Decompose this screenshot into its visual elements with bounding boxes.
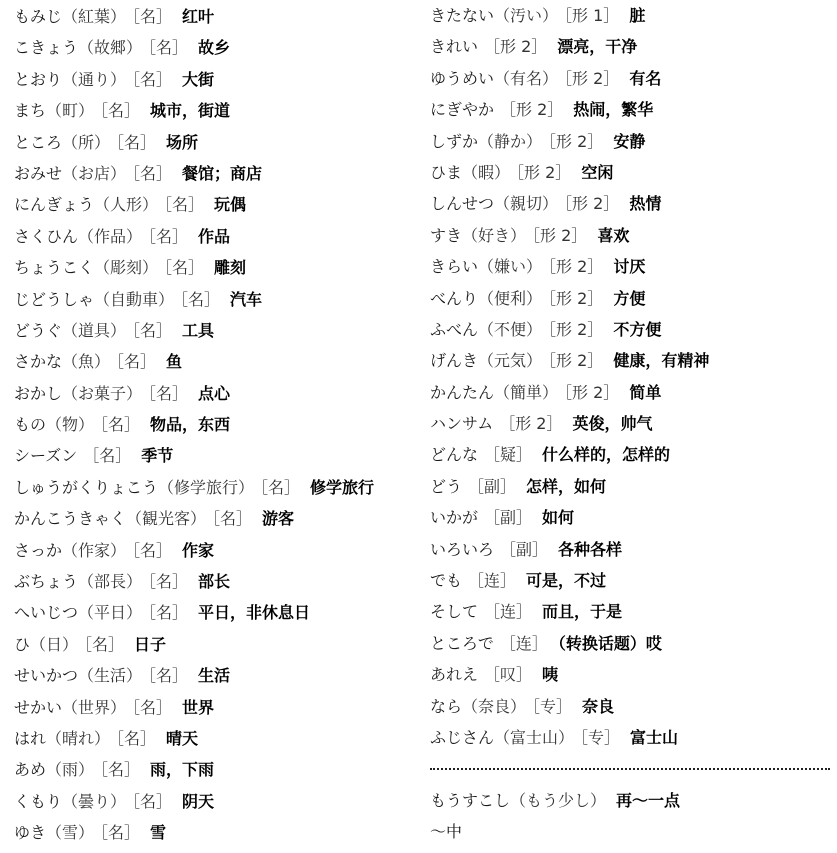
vocab-entry	[430, 251, 830, 282]
vocab-entry	[14, 158, 424, 189]
entry-part-of-speech: ［形 2］	[548, 257, 604, 277]
entry-kana: シーズン	[14, 446, 78, 466]
entry-meaning: 游客	[262, 509, 295, 529]
vocab-entry	[430, 126, 830, 157]
entry-kana: もみじ	[14, 7, 63, 26]
entry-kana: きたない	[430, 6, 495, 25]
entry-part-of-speech: ［名］	[132, 540, 173, 560]
entry-kanji: （親切）	[494, 194, 559, 214]
entry-meaning: 场所	[166, 132, 199, 152]
entry-meaning: 不方便	[613, 319, 662, 339]
entry-part-of-speech: ［形 2］	[548, 288, 604, 308]
entry-meaning: 健康，有精神	[613, 351, 710, 371]
entry-kanji: （道具）	[62, 320, 127, 340]
entry-meaning: 怎样，如何	[526, 476, 607, 496]
entry-kana: ひま	[430, 162, 463, 182]
entry-kana: せいかつ	[14, 666, 79, 686]
vocab-entry	[430, 157, 830, 188]
entry-kana: なら	[430, 696, 463, 716]
entry-kanji: （物）	[46, 415, 95, 435]
entry-kanji: （汚い）	[494, 6, 559, 25]
vocab-entry	[14, 692, 424, 723]
entry-meaning: 日子	[134, 634, 167, 654]
entry-kanji: （簡単）	[494, 382, 559, 402]
entry-part-of-speech: ［名］	[212, 509, 253, 529]
entry-meaning: 世界	[182, 697, 215, 717]
entry-part-of-speech: ［形 2］	[484, 37, 548, 57]
entry-meaning: 阴天	[182, 791, 215, 811]
entry-part-of-speech: ［名］	[132, 791, 173, 811]
entry-meaning: 如何	[542, 508, 575, 528]
entry-kanji: （生活）	[78, 666, 143, 686]
vocab-entry	[430, 722, 830, 753]
entry-kana: しんせつ	[430, 194, 495, 214]
entry-kana: しずか	[430, 131, 479, 151]
entry-kanji: （富士山）	[494, 727, 575, 747]
vocab-entry	[14, 32, 424, 63]
entry-meaning: 故乡	[198, 38, 231, 58]
vocab-entry	[430, 502, 830, 533]
entry-kana: もうすこし	[430, 790, 511, 810]
vocab-entry	[430, 0, 830, 31]
entry-meaning: 部长	[198, 572, 231, 592]
vocab-entry	[14, 284, 424, 315]
entry-meaning: 脏	[629, 6, 646, 25]
entry-part-of-speech: ［名］	[148, 572, 189, 592]
entry-meaning: 鱼	[166, 352, 183, 372]
entry-meaning: 热情	[629, 194, 662, 214]
entry-kanji: （もう少し）	[510, 790, 607, 810]
entry-kana: そして	[430, 602, 479, 622]
entry-kana: にんぎょう	[14, 195, 95, 215]
entry-kanji: （紅葉）	[62, 7, 127, 26]
entry-meaning: 有名	[629, 68, 662, 88]
vocab-entry	[430, 63, 830, 94]
entry-meaning: 可是，不过	[526, 571, 607, 591]
entry-meaning: 城市，街道	[150, 101, 231, 121]
entry-kana: いかが	[430, 508, 479, 528]
entry-kana: こきょう	[14, 38, 79, 58]
vocab-entry	[430, 188, 830, 219]
entry-meaning: 咦	[542, 665, 559, 685]
entry-part-of-speech: ［名］	[84, 634, 125, 654]
vocabulary-column-left	[14, 0, 424, 849]
entry-part-of-speech: ［形 2］	[564, 194, 620, 214]
vocab-entry	[430, 659, 830, 690]
entry-kanji: （雨）	[46, 760, 95, 780]
entry-meaning: 漂亮，干净	[557, 37, 638, 57]
entry-kanji: （彫刻）	[94, 258, 159, 278]
entry-part-of-speech: ［副］	[468, 476, 517, 496]
entry-part-of-speech: ［副］	[484, 508, 533, 528]
vocab-entry	[14, 597, 424, 628]
entry-part-of-speech: ［形 2］	[548, 351, 604, 371]
entry-part-of-speech: ［副］	[500, 539, 549, 559]
suffix-term	[430, 816, 462, 847]
entry-kanji: （通り）	[62, 69, 127, 89]
vocabulary-column-right	[430, 0, 830, 848]
vocab-entry	[430, 565, 830, 596]
suffix-text: ～中	[430, 822, 463, 842]
vocab-entry	[430, 439, 830, 470]
entry-kana: ひ	[14, 634, 31, 654]
entry-kanji: （世界）	[62, 697, 127, 717]
entry-kanji: （所）	[62, 132, 111, 152]
entry-kana: はれ	[14, 728, 47, 748]
entry-kanji: （自動車）	[94, 289, 175, 309]
entry-meaning: 再～一点	[616, 790, 681, 810]
entry-kana: いろいろ	[430, 539, 495, 559]
entry-kana: あれえ	[430, 665, 479, 685]
vocab-entry	[430, 691, 830, 722]
entry-kana: あめ	[14, 760, 47, 780]
entry-kanji: （平日）	[78, 603, 143, 623]
entry-part-of-speech: ［疑］	[484, 445, 533, 465]
entry-kana: おみせ	[14, 163, 63, 183]
entry-kanji: （作品）	[78, 226, 143, 246]
entry-kana: へいじつ	[14, 603, 79, 623]
entry-meaning: 英俊，帅气	[572, 414, 653, 434]
vocab-entry	[14, 786, 424, 817]
vocab-entry	[14, 127, 424, 158]
entry-meaning: 富士山	[630, 727, 679, 747]
entry-meaning: 作家	[182, 540, 215, 560]
entry-kana: すき	[430, 225, 463, 245]
entry-part-of-speech: ［叹］	[484, 665, 533, 685]
entry-part-of-speech: ［连］	[484, 602, 533, 622]
entry-meaning: 作品	[198, 226, 231, 246]
entry-kana: もの	[14, 415, 47, 435]
entry-part-of-speech: ［形 2］	[548, 319, 604, 339]
entry-part-of-speech: ［名］	[164, 195, 205, 215]
entry-kanji: （お店）	[62, 163, 127, 183]
entry-part-of-speech: ［名］	[83, 446, 132, 466]
entry-kana: げんき	[430, 351, 479, 371]
entry-kana: さっか	[14, 540, 63, 560]
entry-meaning: 奈良	[582, 696, 615, 716]
vocab-entry	[14, 409, 424, 440]
entry-part-of-speech: ［名］	[116, 352, 157, 372]
entry-part-of-speech: ［名］	[100, 823, 141, 843]
entry-kana: でも	[430, 571, 463, 591]
entry-part-of-speech: ［专］	[580, 727, 621, 747]
entry-kanji: （雪）	[46, 823, 95, 843]
entry-kana: ふじさん	[430, 727, 495, 747]
entry-kana: くもり	[14, 791, 63, 811]
entry-part-of-speech: ［名］	[100, 415, 141, 435]
entry-part-of-speech: ［名］	[100, 101, 141, 121]
vocab-entry	[14, 723, 424, 754]
entry-part-of-speech: ［名］	[148, 603, 189, 623]
vocab-entry	[14, 817, 424, 848]
entry-part-of-speech: ［连］	[499, 633, 548, 653]
entry-kana: にぎやか	[430, 100, 495, 120]
entry-kanji: （静か）	[478, 131, 543, 151]
entry-part-of-speech: ［名］	[148, 226, 189, 246]
vocab-entry	[14, 535, 424, 566]
entry-part-of-speech: ［形 2］	[564, 382, 620, 402]
entry-kanji: （町）	[46, 101, 95, 121]
entry-kanji: （晴れ）	[46, 728, 111, 748]
entry-meaning: 简单	[629, 382, 662, 402]
entry-meaning: 安静	[613, 131, 646, 151]
entry-part-of-speech: ［名］	[148, 38, 189, 58]
entry-kana: どう	[430, 476, 463, 496]
entry-kana: べんり	[430, 288, 479, 308]
entry-kanji: （故郷）	[78, 38, 143, 58]
entry-kana: ところで	[430, 633, 494, 653]
entry-meaning: 汽车	[230, 289, 263, 309]
entry-meaning: 空闲	[581, 162, 614, 182]
vocab-entry	[430, 534, 830, 565]
entry-kana: どうぐ	[14, 320, 63, 340]
entry-kanji: （好き）	[462, 225, 527, 245]
entry-meaning: 修学旅行	[310, 477, 375, 497]
vocab-entry-suffix	[430, 816, 830, 847]
entry-part-of-speech: ［形 2］	[500, 100, 564, 120]
entry-part-of-speech: ［专］	[532, 696, 573, 716]
entry-kana: ぶちょう	[14, 572, 79, 592]
entry-meaning: 工具	[182, 320, 215, 340]
entry-kana: ちょうこく	[14, 258, 95, 278]
vocab-entry	[14, 566, 424, 597]
entry-kanji: （観光客）	[126, 509, 207, 529]
entry-part-of-speech: ［名］	[164, 258, 205, 278]
entry-kanji: （奈良）	[462, 696, 527, 716]
vocab-entry	[14, 189, 424, 220]
entry-kanji: （有名）	[494, 68, 559, 88]
entry-part-of-speech: ［连］	[468, 571, 517, 591]
entry-kanji: （部長）	[78, 572, 143, 592]
entry-kana: さくひん	[14, 226, 79, 246]
entry-meaning: （转换话题）哎	[557, 633, 662, 653]
vocab-entry	[14, 754, 424, 785]
entry-part-of-speech: ［形 2］	[532, 225, 588, 245]
entry-kanji: （不便）	[478, 319, 543, 339]
entry-meaning: 什么样的，怎样的	[542, 445, 671, 465]
entry-meaning: 点心	[198, 383, 231, 403]
vocab-entry	[14, 660, 424, 691]
entry-part-of-speech: ［名］	[116, 728, 157, 748]
vocab-entry	[14, 629, 424, 660]
entry-kana: しゅうがくりょこう	[14, 477, 159, 497]
entry-kana: ゆき	[14, 823, 47, 843]
entry-part-of-speech: ［形 1］	[564, 6, 620, 25]
entry-kanji: （作家）	[62, 540, 127, 560]
entry-kanji: （お菓子）	[62, 383, 143, 403]
entry-kanji: （修学旅行）	[158, 477, 255, 497]
entry-part-of-speech: ［名］	[148, 383, 189, 403]
entry-kana: まち	[14, 101, 47, 121]
entry-kanji: （日）	[30, 634, 79, 654]
dotted-separator	[430, 753, 830, 784]
entry-part-of-speech: ［形 2］	[548, 131, 604, 151]
vocab-entry	[430, 31, 830, 62]
entry-meaning: 物品，东西	[150, 415, 231, 435]
entry-part-of-speech: ［形 2］	[499, 414, 563, 434]
entry-meaning: 大街	[182, 69, 215, 89]
entry-kanji: （暇）	[462, 162, 511, 182]
entry-meaning: 餐馆；商店	[182, 163, 263, 183]
vocab-entry	[14, 64, 424, 95]
vocab-entry	[14, 221, 424, 252]
vocab-entry	[14, 1, 424, 32]
entry-meaning: 而且，于是	[542, 602, 623, 622]
entry-meaning: 生活	[198, 666, 231, 686]
entry-kana: きらい	[430, 257, 479, 277]
entry-kana: きれい	[430, 37, 479, 57]
vocab-entry	[430, 408, 830, 439]
vocab-entry	[430, 471, 830, 502]
entry-meaning: 雕刻	[214, 258, 247, 278]
vocab-entry	[14, 378, 424, 409]
vocab-entry	[14, 346, 424, 377]
entry-part-of-speech: ［名］	[132, 697, 173, 717]
entry-kana: おかし	[14, 383, 63, 403]
entry-part-of-speech: ［名］	[132, 320, 173, 340]
vocab-entry	[430, 94, 830, 125]
entry-meaning: 季节	[141, 446, 174, 466]
entry-kanji: （人形）	[94, 195, 159, 215]
entry-meaning: 讨厌	[613, 257, 646, 277]
entry-kana: どんな	[430, 445, 479, 465]
vocab-entry	[430, 596, 830, 627]
vocab-entry	[14, 503, 424, 534]
entry-kana: かんこうきゃく	[14, 509, 127, 529]
entry-kana: さかな	[14, 352, 63, 372]
entry-kanji: （嫌い）	[478, 257, 543, 277]
entry-meaning: 方便	[613, 288, 646, 308]
entry-kana: とおり	[14, 69, 63, 89]
vocab-entry	[430, 314, 830, 345]
entry-part-of-speech: ［名］	[180, 289, 221, 309]
entry-part-of-speech: ［名］	[148, 666, 189, 686]
entry-kana: せかい	[14, 697, 63, 717]
entry-kana: ハンサム	[430, 414, 494, 434]
entry-meaning: 雨，下雨	[150, 760, 215, 780]
entry-meaning: 晴天	[166, 728, 199, 748]
vocab-entry	[14, 252, 424, 283]
vocab-entry	[14, 315, 424, 346]
vocab-entry	[430, 785, 830, 816]
entry-meaning: 雪	[150, 823, 167, 843]
entry-part-of-speech: ［名］	[260, 477, 301, 497]
entry-meaning: 各种各样	[558, 539, 623, 559]
entry-kana: ゆうめい	[430, 68, 495, 88]
entry-meaning: 玩偶	[214, 195, 247, 215]
vocab-entry	[14, 440, 424, 471]
entry-kanji: （元気）	[478, 351, 543, 371]
entry-part-of-speech: ［形 2］	[564, 68, 620, 88]
entry-part-of-speech: ［名］	[132, 163, 173, 183]
entry-meaning: 热闹，繁华	[573, 100, 654, 120]
entry-part-of-speech: ［形 2］	[516, 162, 572, 182]
entry-part-of-speech: ［名］	[100, 760, 141, 780]
vocab-entry	[430, 283, 830, 314]
entry-part-of-speech: ［名］	[132, 69, 173, 89]
entry-meaning: 红叶	[182, 7, 215, 26]
vocab-entry	[430, 628, 830, 659]
vocab-entry	[14, 95, 424, 126]
vocab-entry	[14, 472, 424, 503]
entry-part-of-speech: ［名］	[132, 7, 173, 26]
entry-kanji: （魚）	[62, 352, 111, 372]
entry-kana: かんたん	[430, 382, 495, 402]
entry-kana: ところ	[14, 132, 63, 152]
vocab-entry	[430, 220, 830, 251]
entry-kana: ふべん	[430, 319, 479, 339]
entry-kanji: （曇り）	[62, 791, 127, 811]
entry-part-of-speech: ［名］	[116, 132, 157, 152]
entry-kanji: （便利）	[478, 288, 543, 308]
entry-meaning: 喜欢	[597, 225, 630, 245]
entry-kana: じどうしゃ	[14, 289, 95, 309]
vocab-entry	[430, 377, 830, 408]
vocab-entry	[430, 345, 830, 376]
entry-meaning: 平日，非休息日	[198, 603, 311, 623]
